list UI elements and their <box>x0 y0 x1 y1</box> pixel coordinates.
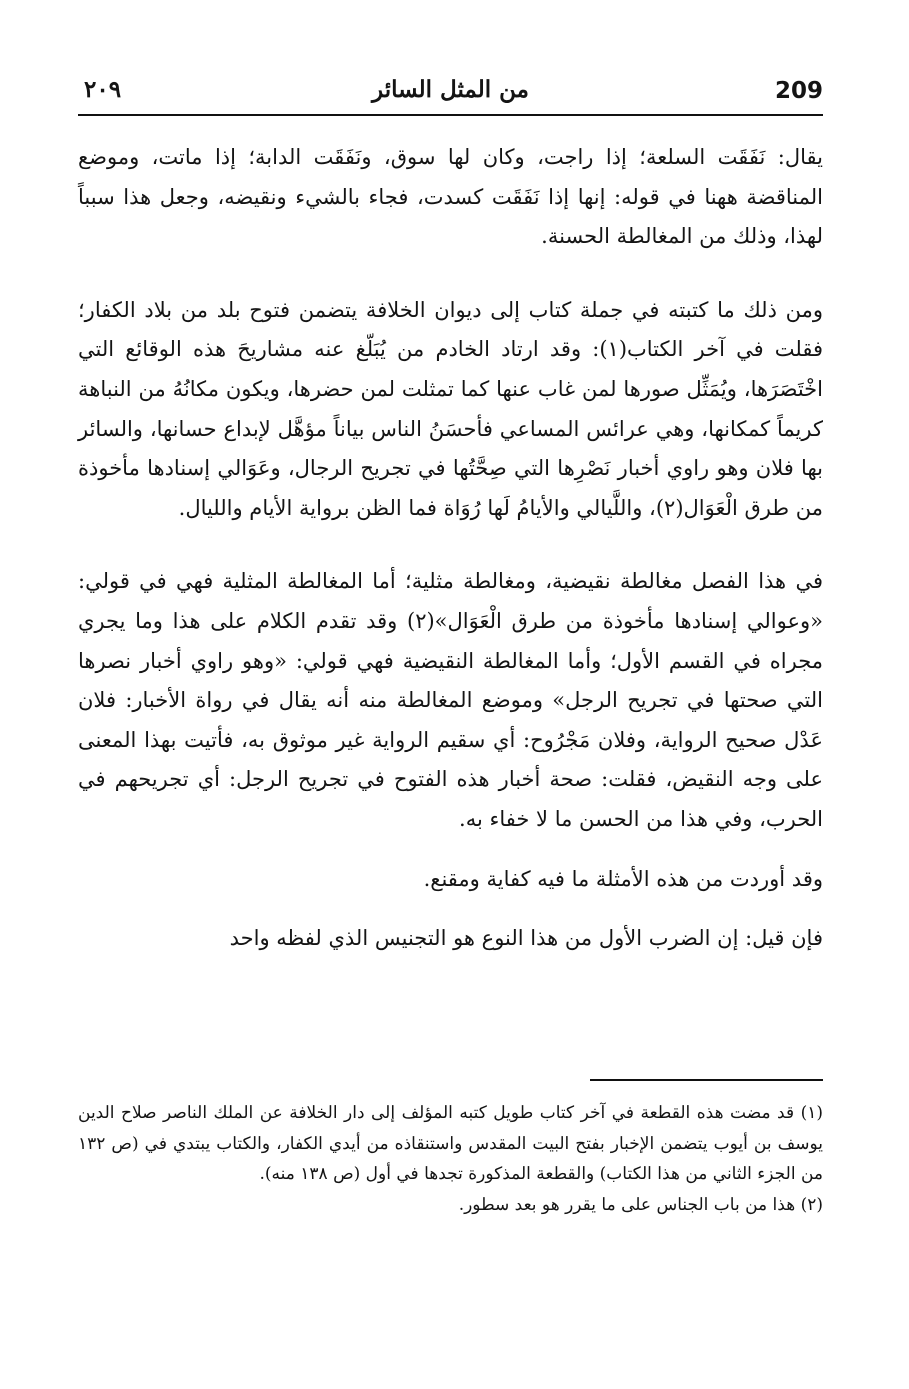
page-number-arabic: ٢٠٩ <box>84 76 122 103</box>
paragraph-objection: فإن قيل: إن الضرب الأول من هذا النوع هو التجنيس الذي لفظه واحد <box>229 926 823 951</box>
running-title: من المثل السائر <box>372 76 529 103</box>
footnote-rule <box>590 1079 823 1081</box>
footnotes <box>78 1098 823 1220</box>
page-number-latin: 209 <box>774 78 823 104</box>
paragraph-letter-excerpt: ومن ذلك ما كتبته في جملة كتاب إلى ديوان الخلافة يتضمن فتوح بلد من بلاد الكفار؛ فقلت في آخر الكتاب(١): وقد ارتاد الخادم من يُبَلّغ عنه مشاريحَ هذه الوقائع التي اخْتَصَرَها، ويُمَثِّل صورها لمن غاب عنها كما تمثلت لمن حضرها، ويكون مكانُهُ من النباهة كريماً كمكانها، وهي عرائس المساعي فأحسَنُ الناس بياناً مؤهَّل لإبداع حسانها، والسائر بها فلان وهو راوي أخبار نَصْرِها التي صِحَّتُها في تجريح الرجال، وعَوَالي إسنادها مأخوذة من طرق الْعَوَال(٢)، واللَّيالي والأيامُ لَها رُوَاة فما الظن برواية الأيام والليال. <box>78 297 824 520</box>
footnote-2: (٢) هذا من باب الجناس على ما يقرر هو بعد سطور. <box>458 1194 823 1215</box>
paragraph-analysis: في هذا الفصل مغالطة نقيضية، ومغالطة مثلية؛ أما المغالطة المثلية فهي في قولي: «وعوالي إسنادها مأخوذة من طرق الْعَوَال»(٢) وقد تقدم الكلام على هذا وما يجري مجراه في القسم الأول؛ وأما المغالطة النقيضية فهي قولي: «وهو راوي أخبار نصرها التي صحتها في تجريح الرجل» وموضع المغالطة منه أنه يقال في رواة الأخبار: فلان عَدْل صحيح الرواية، وفلان مَجْرُوح: أي سقيم الرواية غير موثوق به، فأتيت بهذا المعنى على وجه النقيض، فقلت: صحة أخبار هذه الفتوح في تجريح الرجل: أي تجريحهم في الحرب، وفي هذا من الحسن ما لا خفاء به. <box>78 569 823 831</box>
footnote-1: (١) قد مضت هذه القطعة في آخر كتاب طويل كتبه المؤلف إلى دار الخلافة عن الملك الناصر صلاح الدين يوسف بن أيوب يتضمن الإخبار بفتح البيت المقدس واستنقاذه من أيدي الكفار، والكتاب يبتدي في (ص ١٣٢ من الجزء الثاني من هذا الكتاب) والقطعة المذكورة تجدها في أول (ص ١٣٨ منه). <box>78 1103 823 1184</box>
paragraph-naffaqat: يقال: نَفَقَت السلعة؛ إذا راجت، وكان لها سوق، ونَفَقَت الدابة؛ إذا ماتت، وموضع المناقضة ههنا في قوله: إنها إذا نَفَقَت كسدت، فجاء بالشيء ونقيضه، وجعل هذا سبباً لهذا، وذلك من المغالطة الحسنة. <box>78 145 823 249</box>
main-text <box>78 138 823 959</box>
running-header <box>78 74 823 116</box>
paragraph-sufficiency: وقد أوردت من هذه الأمثلة ما فيه كفاية ومقنع. <box>423 866 823 891</box>
